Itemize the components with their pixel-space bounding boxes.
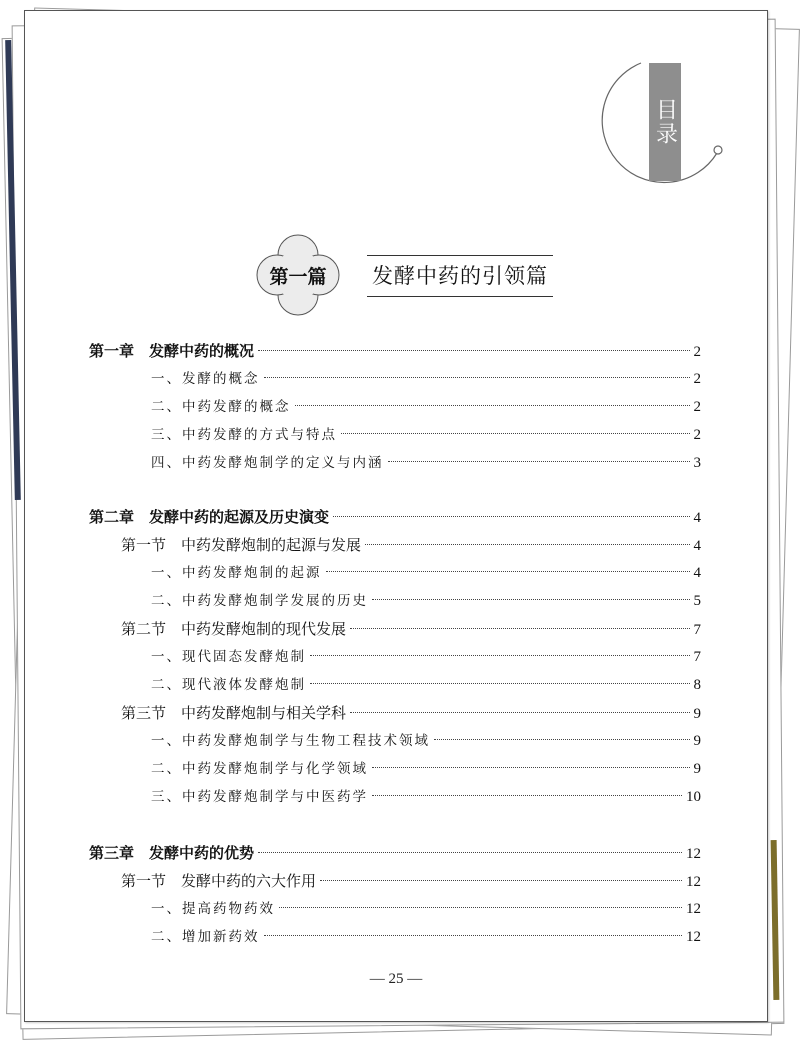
page-number: — 25 — (369, 971, 423, 987)
toc-entry[interactable]: 一、中药发酵炮制学与生物工程技术领域 9 (151, 733, 701, 749)
toc-entry[interactable]: 二、现代液体发酵炮制 8 (151, 677, 701, 693)
toc-entry-section[interactable]: 第一节 中药发酵炮制的起源与发展 4 (121, 536, 701, 554)
toc-entry[interactable]: 二、中药发酵的概念 2 (151, 399, 701, 415)
toc-entry[interactable]: 一、提高药物药效 12 (151, 901, 701, 917)
part-title: 发酵中药的引领篇 (367, 255, 553, 297)
toc-entry-section[interactable]: 第一节 发酵中药的六大作用 12 (121, 872, 701, 890)
toc-entry[interactable]: 一、发酵的概念 2 (151, 371, 701, 387)
toc-list (25, 11, 767, 1021)
toc-entry-chapter-3[interactable]: 第三章 发酵中药的优势 12 (89, 844, 701, 862)
toc-entry[interactable]: 三、中药发酵炮制学与中医药学 10 (151, 789, 701, 805)
toc-entry-chapter-1[interactable]: 第一章 发酵中药的概况 2 (89, 342, 701, 360)
toc-entry-section[interactable]: 第三节 中药发酵炮制与相关学科 9 (121, 704, 701, 722)
toc-entry-section[interactable]: 第二节 中药发酵炮制的现代发展 7 (121, 620, 701, 638)
toc-entry-chapter-2[interactable]: 第二章 发酵中药的起源及历史演变 4 (89, 508, 701, 526)
toc-entry[interactable]: 二、中药发酵炮制学发展的历史 5 (151, 593, 701, 609)
toc-entry[interactable]: 一、现代固态发酵炮制 7 (151, 649, 701, 665)
toc-badge-label: 目录 (649, 63, 681, 181)
toc-entry[interactable]: 三、中药发酵的方式与特点 2 (151, 427, 701, 443)
toc-entry[interactable]: 二、增加新药效 12 (151, 929, 701, 945)
part-number: 第一篇 (269, 265, 327, 288)
toc-entry[interactable]: 一、中药发酵炮制的起源 4 (151, 565, 701, 581)
toc-entry[interactable]: 四、中药发酵炮制学的定义与内涵 3 (151, 455, 701, 471)
toc-entry[interactable]: 二、中药发酵炮制学与化学领域 9 (151, 761, 701, 777)
toc-page (24, 10, 768, 1022)
